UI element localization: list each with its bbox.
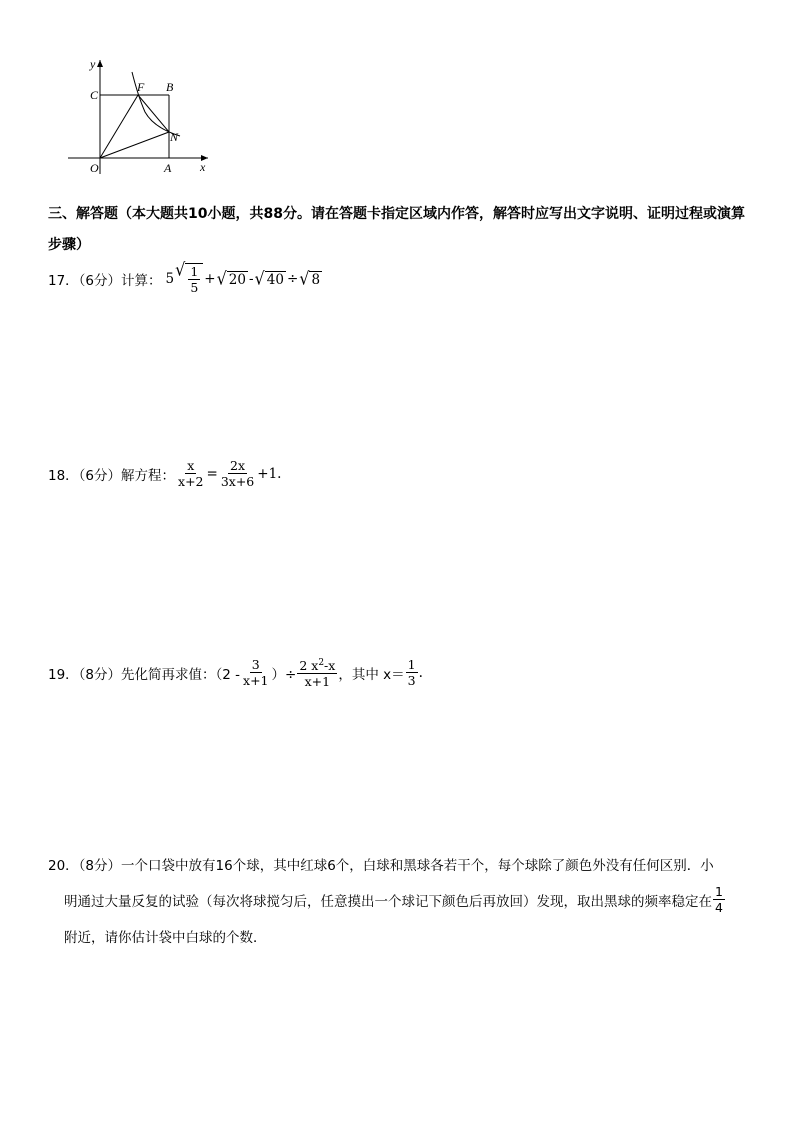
label-x: x bbox=[200, 160, 206, 174]
q17-sqrt-40 bbox=[254, 267, 286, 289]
section-title-line1: 三、解答题（本大题共10小题，共88分。请在答题卡指定区域内作答，解答时应写出文字说明、证明过程或演算 bbox=[48, 206, 745, 222]
q18-rhs-den: 3x+6 bbox=[220, 474, 255, 489]
question-20-line2 bbox=[48, 884, 726, 915]
geometry-figure bbox=[62, 56, 212, 178]
sqrt-symbol-icon: √ bbox=[175, 259, 186, 281]
q17-number: 17．（6分）计算： bbox=[48, 273, 162, 289]
q17-op1: + bbox=[204, 271, 216, 287]
q19-end: . bbox=[418, 664, 423, 681]
q20-line2-text: 明通过大量反复的试验（每次将球搅匀后，任意摸出一个球记下颜色后再放回）发现，取出黑球的频率稳定在 bbox=[64, 893, 712, 910]
q19-f2-num-b: -x bbox=[324, 658, 336, 674]
q18-lhs-fraction bbox=[176, 458, 205, 489]
q17-sqrt-20 bbox=[216, 267, 248, 289]
q18-lhs-den: x+2 bbox=[178, 474, 204, 489]
label-a: A bbox=[164, 161, 172, 175]
segment-on bbox=[100, 132, 169, 158]
q19-f2-den: x+1 bbox=[304, 674, 331, 690]
question-19 bbox=[48, 656, 423, 689]
q19-fraction-2 bbox=[297, 656, 337, 689]
q17-rad2: 20 bbox=[228, 271, 246, 288]
sqrt-symbol-icon: √ bbox=[254, 267, 265, 289]
label-y: y bbox=[90, 57, 96, 71]
q17-frac-den: 5 bbox=[190, 280, 199, 295]
label-c: C bbox=[90, 88, 99, 102]
q19-number: 19．（8分）先化简再求值：（2 - bbox=[48, 666, 241, 683]
q17-sqrt-frac bbox=[175, 259, 203, 295]
q18-rhs-num: 2x bbox=[230, 458, 246, 473]
q18-rhs-fraction bbox=[219, 458, 256, 489]
section-title bbox=[48, 199, 758, 261]
segment-fn bbox=[138, 95, 169, 132]
q19-f2-num-a: 2 x bbox=[299, 658, 319, 674]
q17-rad4: 8 bbox=[311, 271, 321, 288]
q18-lhs-num: x bbox=[187, 458, 195, 473]
q20-frac-den: 4 bbox=[715, 900, 723, 915]
label-b: B bbox=[166, 80, 174, 94]
q17-rad3: 40 bbox=[266, 271, 284, 288]
q19-val-num: 1 bbox=[407, 657, 416, 673]
q19-where: ，其中 x＝ bbox=[338, 666, 405, 683]
q19-val-den: 3 bbox=[407, 673, 416, 689]
y-axis-arrow bbox=[97, 60, 103, 67]
q19-f1-den: x+1 bbox=[243, 673, 269, 689]
sqrt-symbol-icon: √ bbox=[299, 267, 310, 289]
label-f: F bbox=[137, 80, 145, 94]
q17-coef: 5 bbox=[165, 271, 175, 287]
label-o: O bbox=[90, 161, 99, 175]
q17-op2: - bbox=[248, 271, 254, 287]
q20-frac-num: 1 bbox=[715, 884, 723, 899]
sqrt-symbol-icon: √ bbox=[216, 267, 227, 289]
q17-op3: ÷ bbox=[286, 271, 299, 287]
q19-mid: ）÷ bbox=[271, 666, 297, 683]
section-title-line2: 步骤） bbox=[48, 237, 90, 253]
q19-fraction-1 bbox=[241, 657, 270, 688]
question-17 bbox=[48, 259, 323, 295]
q17-sqrt-8 bbox=[299, 267, 322, 289]
q19-value-fraction bbox=[406, 657, 418, 688]
label-n: N bbox=[170, 130, 179, 144]
q18-number: 18．（6分）解方程： bbox=[48, 467, 176, 484]
q17-frac-num: 1 bbox=[190, 264, 199, 279]
question-18 bbox=[48, 458, 281, 489]
segment-of bbox=[100, 95, 138, 158]
q18-eq: = bbox=[206, 465, 218, 482]
q20-fraction bbox=[713, 884, 725, 915]
question-20-line1: 20．（8分）一个口袋中放有16个球，其中红球6个，白球和黑球各若干个，每个球除了颜色外没有任何区别．小 bbox=[48, 858, 714, 874]
q17-fraction bbox=[188, 264, 200, 295]
q19-f1-num: 3 bbox=[251, 657, 260, 673]
q19-f2-num-exp: 2 bbox=[318, 658, 325, 668]
q19-f2-num bbox=[297, 656, 337, 674]
q18-tail: +1. bbox=[257, 465, 282, 482]
question-20-line3: 附近，请你估计袋中白球的个数． bbox=[64, 930, 267, 946]
